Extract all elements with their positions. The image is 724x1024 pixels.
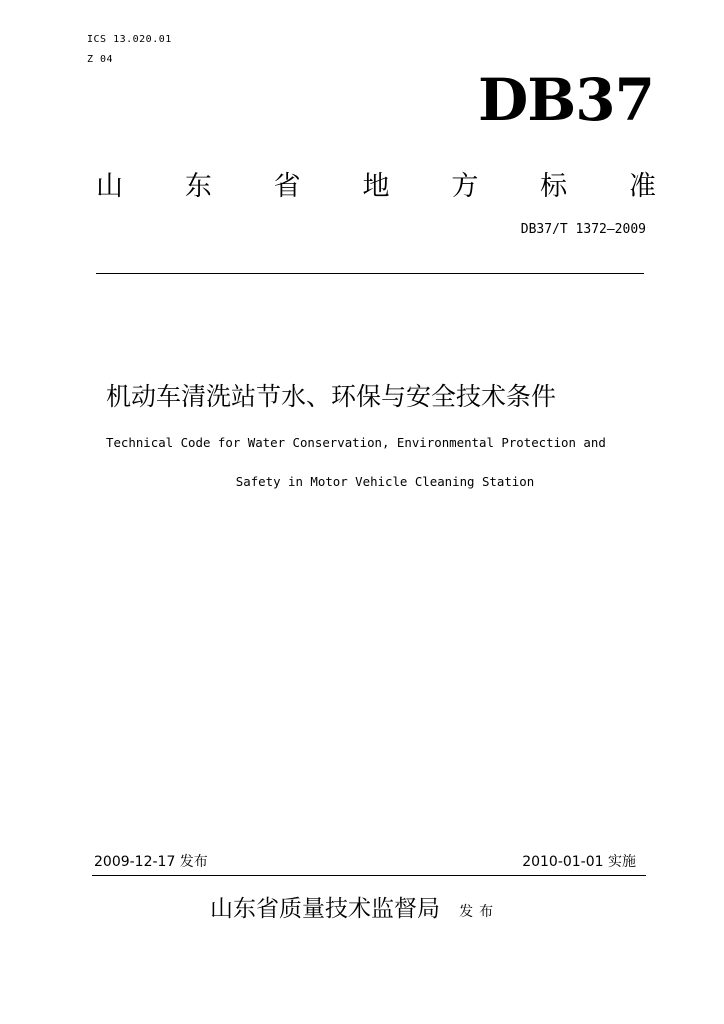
- top-divider: [96, 273, 644, 274]
- issuer-name: 山东省质量技术监督局: [210, 896, 440, 922]
- standard-type-char: 东: [184, 171, 212, 202]
- issuer-action: 发布: [459, 904, 500, 920]
- standard-type-char: 准: [628, 171, 656, 202]
- title-english-line-2: Safety in Motor Vehicle Cleaning Station: [235, 474, 535, 489]
- standard-type-char: 标: [540, 171, 568, 202]
- standard-type-char: 方: [451, 171, 479, 202]
- issue-date: 2009-12-17 发布: [94, 854, 208, 870]
- title-chinese: 机动车清洗站节水、环保与安全技术条件: [106, 382, 557, 411]
- standard-type-char: 省: [273, 171, 301, 202]
- issuer-block: [210, 893, 499, 925]
- standard-type: [96, 170, 656, 204]
- bottom-divider: [92, 875, 646, 876]
- title-english-line-1: Technical Code for Water Conservation, Environmental Protection and: [106, 435, 606, 450]
- classification-code: Z 04: [87, 54, 114, 65]
- standard-type-char: 地: [362, 171, 390, 202]
- standard-number: DB37/T 1372—2009: [520, 222, 646, 237]
- implementation-date: 2010-01-01 实施: [522, 854, 636, 870]
- standard-code-logo: DB37: [477, 66, 654, 134]
- standard-type-char: 山: [96, 171, 123, 202]
- ics-code: ICS 13.020.01: [87, 34, 172, 45]
